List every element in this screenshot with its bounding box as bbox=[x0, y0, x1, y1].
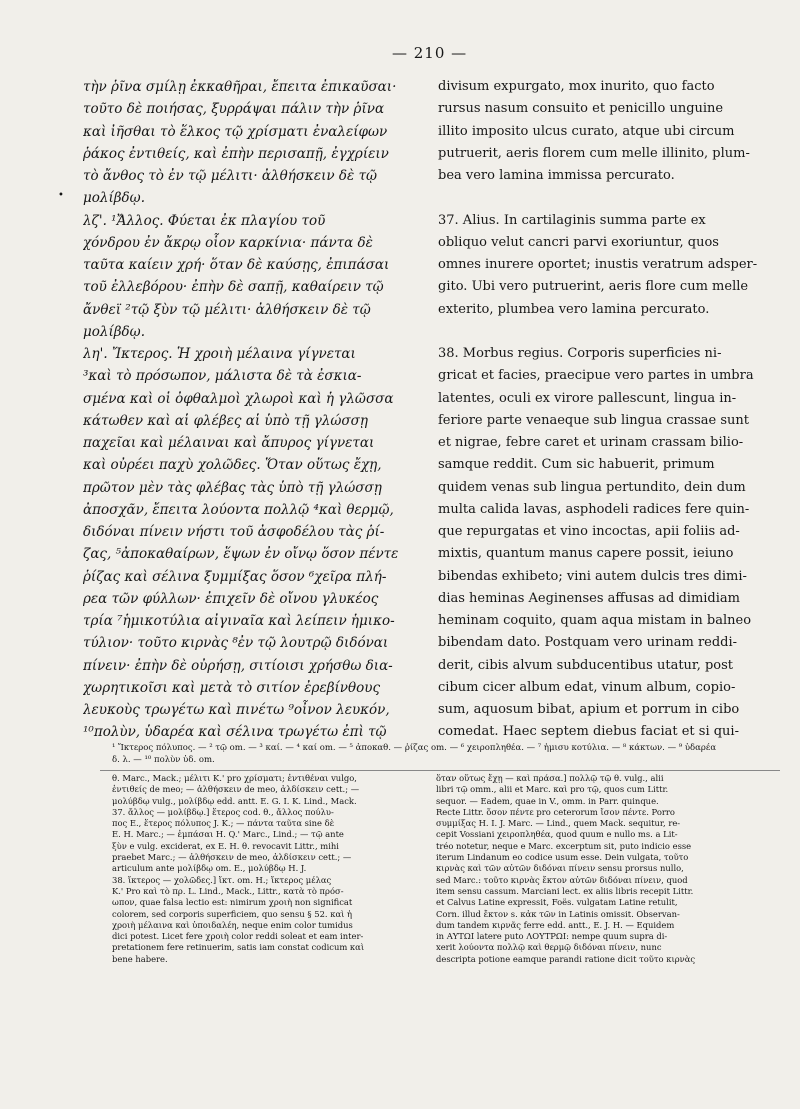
greek-text-line: ἀποσχᾶν, ἔπειτα λούοντα πολλῷ ⁴καὶ θερμῷ, bbox=[83, 501, 394, 518]
page-number: — 210 — bbox=[392, 44, 468, 62]
latin-text-line: multa calida lavas, asphodeli radices fere quin- bbox=[438, 501, 750, 517]
footnote-line: in ΑΥΤΩΙ latere puto ΛΟΥΤΡΩΙ: nempe quum supra di- bbox=[436, 931, 668, 942]
greek-text-line: ρεα τῶν φύλλων· ἐπιχεῖν δὲ οἴνου γλυκέος bbox=[83, 590, 379, 607]
latin-text-line: omnes inurere oportet; inustis veratrum adsper- bbox=[438, 257, 758, 272]
footnotes-right-column bbox=[436, 773, 772, 965]
latin-text-line: bea vero lamina immissa percurato. bbox=[438, 168, 675, 183]
greek-text-line: τύλιον· τοῦτο κιρνὰς ⁸ἐν τῷ λουτρῷ διδόναι bbox=[83, 635, 389, 652]
latin-text-line bbox=[438, 321, 764, 343]
greek-text-line: σμένα καὶ οἱ ὀφθαλμοὶ χλωροὶ καὶ ἡ γλῶσσα bbox=[83, 390, 394, 407]
footnote-line: cepit Vossiani χειροπληθέα, quod quum e nullo ms. a Lit- bbox=[436, 829, 678, 840]
latin-text-line: comedat. Haec septem diebus faciat et si qui- bbox=[438, 724, 739, 740]
footnote-line: 38. ἴκτερος — χολῶδες.] ἴκτ. om. H.; ἴκτερος μέλας bbox=[112, 874, 332, 885]
footnote-line: iterum Lindanum eo codice usum esse. Dein vulgata, τοῦτο bbox=[436, 852, 689, 863]
greek-text-line: καὶ ἰῆσθαι τὸ ἕλκος τῷ χρίσματι ἐναλείφων bbox=[83, 123, 388, 140]
latin-text-line: samque reddit. Cum sic habuerit, primum bbox=[438, 457, 715, 473]
greek-text-line: μολίβδῳ. bbox=[83, 323, 145, 340]
footnote-line: colorem, sed corporis superficiem, quo sensu § 52. καὶ ἡ bbox=[112, 908, 353, 919]
footnote-line: dum tandem κιρνᾶς ferre edd. antt., E. J. H. — Equidem bbox=[436, 919, 675, 930]
latin-text-line: rursus nasum consuito et penicillo unguine bbox=[438, 101, 724, 117]
greek-text-line: ἄνθεϊ ²τῷ ξὺν τῷ μέλιτι· ἀλθήσκειν δὲ τῷ bbox=[83, 301, 371, 318]
latin-text-line: illito imposito ulcus curato, atque ubi circum bbox=[438, 123, 735, 139]
latin-text-line: que repurgatas et vino incoctas, apii foliis ad- bbox=[438, 524, 740, 539]
latin-text-line: quidem venas sub lingua pertundito, dein dum bbox=[438, 479, 746, 495]
greek-text-line: πίνειν· ἐπὴν δὲ οὐρήσῃ, σιτίοισι χρήσθω δια- bbox=[83, 657, 393, 674]
latin-text-line: obliquo velut cancri parvi exoriuntur, quos bbox=[438, 234, 719, 250]
latin-text-line: bibendas exhibeto; vini autem dulcis tres dimi- bbox=[438, 568, 747, 584]
footnote-line: K.' Pro καὶ τὸ πρ. L. Lind., Mack., Littr., κατὰ τὸ πρόσ- bbox=[112, 885, 344, 896]
latin-text-line: 38. Morbus regius. Corporis superficies ni- bbox=[438, 346, 722, 361]
latin-text-column bbox=[438, 76, 764, 744]
footnote-line: θ. Marc., Mack.; μέλιτι K.' pro χρίσματι; ἐντιθέναι vulgo, bbox=[112, 773, 357, 783]
footnotes-left-column bbox=[112, 773, 432, 965]
footnote-line: E. H. Marc.; — ἐμπάσαι H. Q.' Marc., Lind.; — τῷ ante bbox=[112, 829, 344, 840]
greek-text-line: ζας, ⁵ἀποκαθαίρων, ἕψων ἐν οἴνῳ ὅσον πέντε bbox=[83, 546, 399, 563]
footnote-line: κιρνὰς καὶ τῶν αὐτῶν διδόναι πίνειν sensu prorsus nullo, bbox=[436, 863, 684, 874]
latin-text-line: putruerit, aeris florem cum melle illinito, plum- bbox=[438, 145, 750, 161]
footnote-line: descripta potione eamque parandi ratione dicit τοῦτο κιρνὰς bbox=[436, 953, 696, 964]
greek-text-line: λζ'. ¹Ἄλλος. Φύεται ἐκ πλαγίου τοῦ bbox=[83, 212, 326, 229]
greek-text-line: παχεῖαι καὶ μέλαιναι καὶ ἄπυρος γίγνεται bbox=[83, 435, 375, 451]
footnote-line: συμμίξας H. I. J. Marc. — Lind., quem Mack. sequitur, re- bbox=[436, 818, 681, 829]
margin-mark: • bbox=[58, 190, 64, 201]
footnote-line: sequor. — Eadem, quae in V., omm. in Parr. quinque. bbox=[436, 795, 659, 806]
latin-text-line: bibendam dato. Postquam vero urinam reddi- bbox=[438, 635, 738, 651]
latin-text-line: et nigrae, febre caret et urinam crassam bilio- bbox=[438, 435, 744, 450]
footnote-line: μολύβδῳ vulg., μολίβδῳ edd. antt. E. G. I. K. Lind., Mack. bbox=[112, 795, 357, 806]
greek-text-line: διδόναι πίνειν νήστι τοῦ ἀσφοδέλου τὰς ῥί- bbox=[83, 524, 385, 540]
greek-text-line: πρῶτον μὲν τὰς φλέβας τὰς ὑπὸ τῇ γλώσσῃ bbox=[83, 479, 382, 496]
footnote-line: πος E., ἕτερος πόλυπος J. K.; — πάντα ταῦτα sine δὲ bbox=[112, 818, 335, 829]
footnote-line: pretationem fere retinuerim, satis iam constat codicum καὶ bbox=[112, 942, 365, 953]
latin-text-line bbox=[438, 187, 764, 209]
greek-text-line: ῥίζας καὶ σέλινα ξυμμίξας ὅσον ⁶χεῖρα πλή- bbox=[83, 568, 387, 585]
footnote-line: Recte Littr. ὅσον πέντε pro ceterorum ἴσον πέντε. Porro bbox=[436, 806, 675, 817]
footnote-line: item sensu cassum. Marciani lect. ex aliis libris recepit Littr. bbox=[436, 885, 694, 896]
footnote-line: ξὺν e vulg. exciderat, ex E. H. θ. revocavit Littr., mihi bbox=[112, 840, 339, 851]
footnote-line: 37. ἄλλος — μολίβδῳ.] ἕτερος cod. θ., ἄλλος πούλυ- bbox=[112, 806, 334, 817]
apparatus-line: δ. λ. — ¹⁰ πολὺν ὑδ. om. bbox=[112, 755, 215, 765]
greek-text-line: καὶ οὐρέει παχὺ χολῶδες. Ὅταν οὕτως ἔχῃ, bbox=[83, 457, 382, 474]
footnote-divider bbox=[100, 770, 780, 771]
greek-text-line: μολίβδῳ. bbox=[83, 190, 145, 207]
footnote-line: ωπον, quae falsa lectio est: nimirum χροιὴ non significat bbox=[112, 897, 353, 908]
greek-text-line: τὸ ἄνθος τὸ ἐν τῷ μέλιτι· ἀλθήσκειν δὲ τῷ bbox=[83, 168, 378, 184]
footnote-line: ὅταν οὕτως ἔχῃ — καὶ πράσα.] πολλῷ τῷ θ. vulg., alii bbox=[436, 773, 664, 783]
footnote-line: bene habere. bbox=[112, 953, 168, 964]
footnote-line: Corn. illud ἔκτον s. κἀκ τῶν in Latinis omissit. Observan- bbox=[436, 908, 680, 919]
latin-text-line: dias heminas Aeginenses affusas ad dimidiam bbox=[438, 590, 740, 606]
greek-text-line: τοῦτο δὲ ποιήσας, ξυρράψαι πάλιν τὴν ῥῖνα bbox=[83, 101, 385, 118]
footnote-line: et Calvus Latine expressit, Foës. vulgatam Latine retulit, bbox=[436, 897, 678, 908]
latin-text-line: exterito, plumbea vero lamina percurato. bbox=[438, 301, 710, 317]
footnote-line: χροιὴ μέλαινα καὶ ὑποιδαλέη, neque enim color tumidus bbox=[112, 919, 353, 930]
greek-text-line: ταῦτα καίειν χρή· ὅταν δὲ καύσῃς, ἐπιπάσαι bbox=[83, 257, 390, 273]
footnote-line: tréo notetur, neque e Marc. excerptum sit, puto indicio esse bbox=[436, 840, 692, 851]
greek-text-line: χόνδρου ἐν ἄκρῳ οἷον καρκίνια· πάντα δὲ bbox=[83, 234, 373, 251]
latin-text-line: gito. Ubi vero putruerint, aeris flore cum melle bbox=[438, 279, 749, 295]
greek-text-line: λη'. Ἴκτερος. Ἡ χροιὴ μέλαινα γίγνεται bbox=[83, 346, 356, 362]
footnote-line: articulum ante μολίβδῳ om. E., μολύβδῳ H. J. bbox=[112, 863, 307, 874]
footnote-line: sed Marc.: τοῦτο κιρνὰς ἔκτον αὐτῶν διδόναι πίνειν, quod bbox=[436, 874, 688, 885]
latin-text-line: mixtis, quantum manus capere possit, ieiuno bbox=[438, 546, 734, 562]
latin-text-line: heminam coquito, quam aqua mistam in balneo bbox=[438, 613, 752, 628]
latin-text-line: gricat et facies, praecipue vero partes in umbra bbox=[438, 368, 754, 384]
footnote-line: xerit λούοντα πολλῷ καὶ θερμῷ διδόναι πίνειν, nunc bbox=[436, 942, 662, 953]
latin-text-line: cibum cicer album edat, vinum album, copio- bbox=[438, 679, 736, 695]
footnote-line: ἐντιθείς de meo; — ἀλθήσκειν de meo, ἀλδίσκειν cett.; — bbox=[112, 784, 360, 795]
footnote-line: praebet Marc.; — ἀλθήσκειν de meo, ἀλδίσκειν cett.; — bbox=[112, 852, 352, 863]
latin-text-line: latentes, oculi ex virore pallescunt, lingua in- bbox=[438, 390, 737, 406]
apparatus-line: ¹ Ἴκτερος πόλυπος. — ² τῷ om. — ³ καί. — ⁴ καί om. — ⁵ ἀποκαθ. — ῥίζας om. — ⁶ χειροπληθέα. — ⁷ ἡμισυ κοτύλια. — ⁸ κάκτων. — ⁹ ὑδαρέα bbox=[112, 743, 717, 753]
latin-text-line: feriore parte venaeque sub lingua crassae sunt bbox=[438, 412, 750, 428]
footnote-line: dici potest. Licet fere χροιὴ color reddi soleat et eam inter- bbox=[112, 931, 364, 942]
footnote-line: libri τῷ omm., alii et Marc. καὶ pro τῷ, quos cum Littr. bbox=[436, 784, 669, 795]
greek-text-line: λευκοὺς τρωγέτω καὶ πινέτω ⁹οἶνον λευκόν, bbox=[83, 702, 390, 718]
critical-apparatus bbox=[112, 742, 792, 766]
greek-text-line: χωρητικοῖσι καὶ μετὰ τὸ σιτίον ἐρεβίνθους bbox=[83, 679, 381, 696]
latin-text-line: derit, cibis alvum subducentibus utatur, post bbox=[438, 657, 734, 673]
greek-text-line: ῥάκος ἐντιθείς, καὶ ἐπὴν περισαπῇ, ἐγχρίειν bbox=[83, 145, 389, 162]
greek-text-line: κάτωθεν καὶ αἱ φλέβες αἱ ὑπὸ τῇ γλώσσῃ bbox=[83, 412, 368, 429]
greek-text-line: τὴν ῥῖνα σμίλῃ ἐκκαθῆραι, ἔπειτα ἐπικαῦσαι· bbox=[83, 79, 397, 95]
latin-text-line: divisum expurgato, mox inurito, quo facto bbox=[438, 79, 715, 94]
latin-text-line: sum, aquosum bibat, apium et porrum in cibo bbox=[438, 702, 740, 717]
latin-text-line: 37. Alius. In cartilaginis summa parte ex bbox=[438, 212, 706, 228]
greek-text-line: ³καὶ τὸ πρόσωπον, μάλιστα δὲ τὰ ἐσκια- bbox=[83, 368, 362, 385]
greek-text-line: τοῦ ἐλλεβόρου· ἐπὴν δὲ σαπῇ, καθαίρειν τῷ bbox=[83, 279, 384, 296]
greek-text-line: ¹⁰πολὺν, ὑδαρέα καὶ σέλινα τρωγέτω ἐπὶ τῷ bbox=[83, 724, 387, 741]
greek-text-column bbox=[83, 76, 403, 744]
greek-text-line: τρία ⁷ἡμικοτύλια αἰγιναῖα καὶ λείπειν ἡμικο- bbox=[83, 613, 395, 629]
